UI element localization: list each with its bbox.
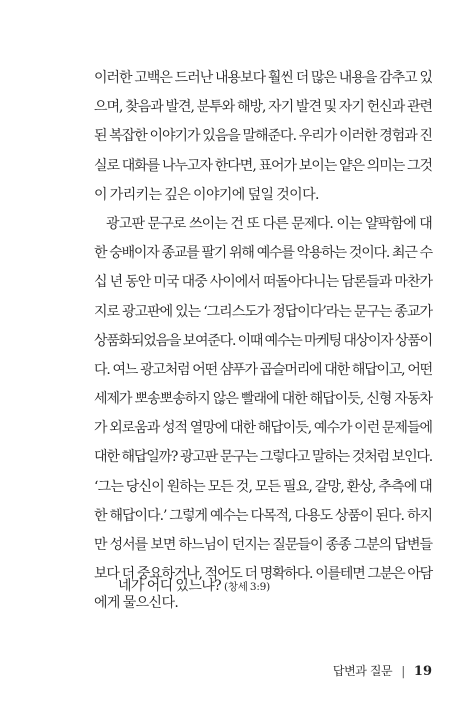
- text-line: 이러한 고백은 드러난 내용보다 훨씬 더 많은 내용을 감추고 있: [94, 70, 432, 86]
- text-line: 대한 해답일까? 광고판 문구는 그렇다고 말하는 것처럼 보인다.: [94, 449, 432, 466]
- text-line: 지로 광고판에 있는 ‘그리스도가 정답이다’라는 문구는 종교가: [94, 303, 432, 320]
- page-number: 19: [413, 664, 432, 679]
- paragraph-1: [94, 64, 432, 210]
- text-line: 다. 여느 광고처럼 어떤 샴푸가 곱슬머리에 대한 해답이고, 어떤: [94, 361, 432, 378]
- running-title: 답변과 질문: [332, 664, 393, 678]
- text-line: 한 해답이다.’ 그렇게 예수는 다목적, 다용도 상품이 된다. 하지: [94, 507, 432, 524]
- text-line: 으며, 찾음과 발견, 분투와 해방, 자기 발견 및 자기 헌신과 관련: [94, 99, 432, 116]
- quote-text: 네가 어디 있느냐?: [118, 578, 222, 594]
- scripture-quote: [118, 576, 270, 597]
- text-line: 보다 더 중요하거나, 적어도 더 명확하다. 이를테면 그분은 아담: [94, 566, 432, 583]
- text-line: 된 복잡한 이야기가 있음을 말해준다. 우리가 이러한 경험과 진: [94, 128, 432, 145]
- text-line: 광고판 문구로 쓰이는 건 또 다른 문제다. 이는 얄팍함에 대: [106, 215, 432, 232]
- footer-separator: |: [401, 664, 405, 678]
- text-line: 가 외로움과 성적 열망에 대한 해답이듯, 예수가 이런 문제들에: [94, 420, 432, 437]
- text-line: 만 성서를 보면 하느님이 던지는 질문들이 종종 그분의 답변들: [94, 537, 432, 553]
- quote-reference: (창세 3:9): [223, 581, 271, 593]
- text-line: 세제가 뽀송뽀송하지 않은 빨래에 대한 해답이듯, 신형 자동차: [94, 391, 432, 408]
- body-text: [94, 64, 432, 619]
- text-line: 이 가리키는 깊은 이야기에 덮일 것이다.: [94, 186, 319, 203]
- text-line: 십 년 동안 미국 대중 사이에서 떠돌아다니는 담론들과 마찬가: [94, 274, 432, 291]
- text-line: 실로 대화를 나누고자 한다면, 표어가 보이는 얕은 의미는 그것: [94, 157, 432, 174]
- text-line: 에게 물으신다.: [94, 595, 179, 612]
- text-line: ‘그는 당신이 원하는 모든 것, 모든 필요, 갈망, 환상, 추측에 대: [94, 478, 432, 495]
- text-line: 상품화되었음을 보여준다. 이때 예수는 마케팅 대상이자 상품이: [94, 332, 432, 349]
- text-line: 한 숭배이자 종교를 팔기 위해 예수를 악용하는 것이다. 최근 수: [94, 245, 432, 262]
- page-footer: [333, 662, 432, 681]
- paragraph-2: [94, 210, 432, 619]
